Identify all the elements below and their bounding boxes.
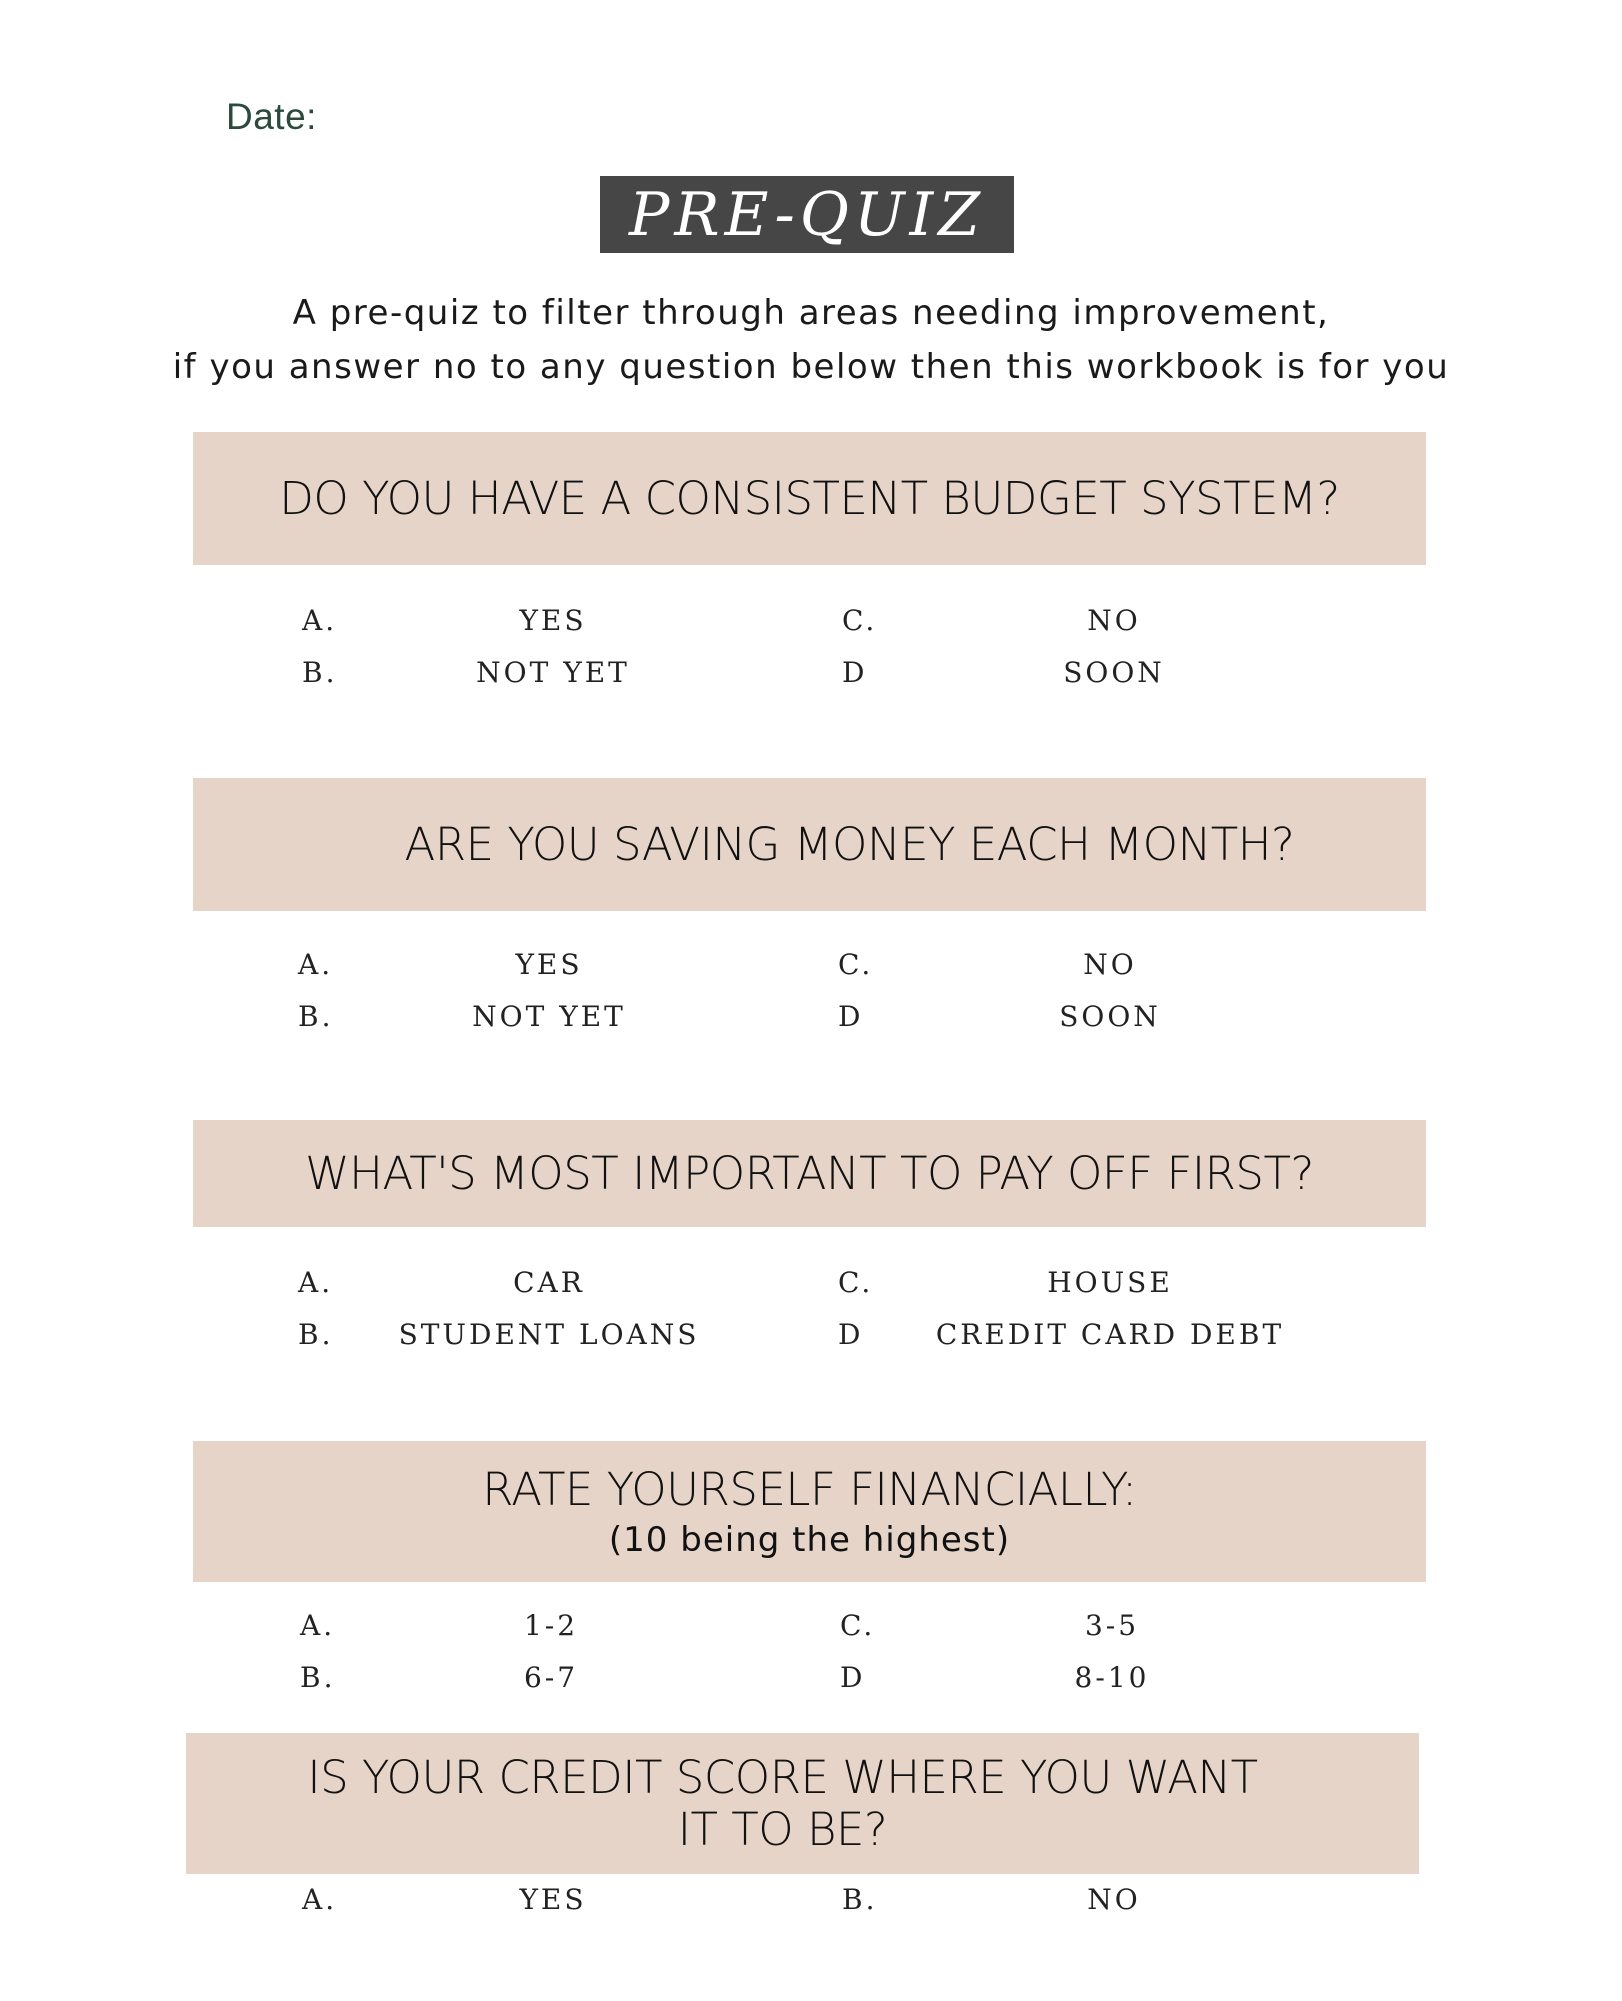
answer-letter: B. [298, 1000, 334, 1033]
question-banner-5 [186, 1733, 1419, 1874]
answer-option[interactable]: SOON [1063, 656, 1165, 689]
answer-option[interactable]: NOT YET [472, 1000, 626, 1033]
answer-option[interactable]: NOT YET [476, 656, 630, 689]
answer-letter: D [842, 656, 868, 689]
answer-option[interactable]: YES [519, 604, 587, 637]
subtitle-line-2: if you answer no to any question below then this workbook is for you [172, 347, 1450, 387]
subtitle-line-1: A pre-quiz to filter through areas needing improvement, [292, 293, 1330, 333]
answer-letter: A. [302, 604, 338, 637]
answer-row [0, 656, 1622, 708]
subtitle [0, 286, 1622, 394]
answer-letter: B. [842, 1883, 878, 1916]
answer-letter: B. [300, 1661, 336, 1694]
answer-option[interactable]: NO [1087, 1883, 1141, 1916]
answer-letter: C. [838, 948, 874, 981]
question-text: IS YOUR CREDIT SCORE WHERE YOU WANT IT TO BE? [307, 1750, 1258, 1856]
answer-option[interactable]: CREDIT CARD DEBT [935, 1318, 1285, 1351]
answer-letter: A. [298, 948, 334, 981]
answer-letter: A. [298, 1266, 334, 1299]
answer-letter: B. [298, 1318, 334, 1351]
answer-letter: D [838, 1318, 864, 1351]
answer-letter: D [838, 1000, 864, 1033]
answer-options-5 [0, 1883, 1622, 1935]
answer-row [0, 1883, 1622, 1935]
question-text: WHAT'S MOST IMPORTANT TO PAY OFF FIRST? [305, 1146, 1314, 1200]
answer-row [0, 1266, 1622, 1318]
answer-row [0, 1661, 1622, 1713]
answer-letter: C. [842, 604, 878, 637]
answer-option[interactable]: 1-2 [523, 1609, 579, 1642]
answer-option[interactable]: SOON [1059, 1000, 1161, 1033]
answer-option[interactable]: HOUSE [1047, 1266, 1173, 1299]
answer-options-1 [0, 604, 1622, 708]
answer-letter: C. [838, 1266, 874, 1299]
answer-option[interactable]: NO [1083, 948, 1137, 981]
question-text: ARE YOU SAVING MONEY EACH MONTH? [404, 817, 1295, 871]
question-text: DO YOU HAVE A CONSISTENT BUDGET SYSTEM? [279, 471, 1340, 525]
answer-option[interactable]: YES [519, 1883, 587, 1916]
answer-option[interactable]: 6-7 [523, 1661, 579, 1694]
answer-letter: A. [300, 1609, 336, 1642]
date-label: Date: [226, 96, 317, 137]
question-text: RATE YOURSELF FINANCIALLY: [482, 1462, 1137, 1516]
answer-letter: D [840, 1661, 866, 1694]
answer-row [0, 948, 1622, 1000]
answer-option[interactable]: YES [515, 948, 583, 981]
question-banner-3 [193, 1120, 1426, 1227]
question-banner-4 [193, 1441, 1426, 1582]
answer-letter: B. [302, 656, 338, 689]
answer-option[interactable]: 8-10 [1074, 1661, 1150, 1694]
answer-row [0, 1000, 1622, 1052]
answer-letter: C. [840, 1609, 876, 1642]
answer-row [0, 1318, 1622, 1370]
answer-option[interactable]: STUDENT LOANS [398, 1318, 700, 1351]
page-title: PRE-QUIZ [600, 176, 1014, 253]
answer-options-2 [0, 948, 1622, 1052]
answer-row [0, 604, 1622, 656]
answer-row [0, 1609, 1622, 1661]
question-note: (10 being the highest) [608, 1519, 1011, 1560]
answer-option[interactable]: CAR [513, 1266, 585, 1299]
answer-options-4 [0, 1609, 1622, 1713]
answer-options-3 [0, 1266, 1622, 1370]
answer-option[interactable]: 3-5 [1084, 1609, 1140, 1642]
answer-option[interactable]: NO [1087, 604, 1141, 637]
answer-letter: A. [302, 1883, 338, 1916]
question-banner-1 [193, 432, 1426, 565]
question-banner-2 [193, 778, 1426, 911]
